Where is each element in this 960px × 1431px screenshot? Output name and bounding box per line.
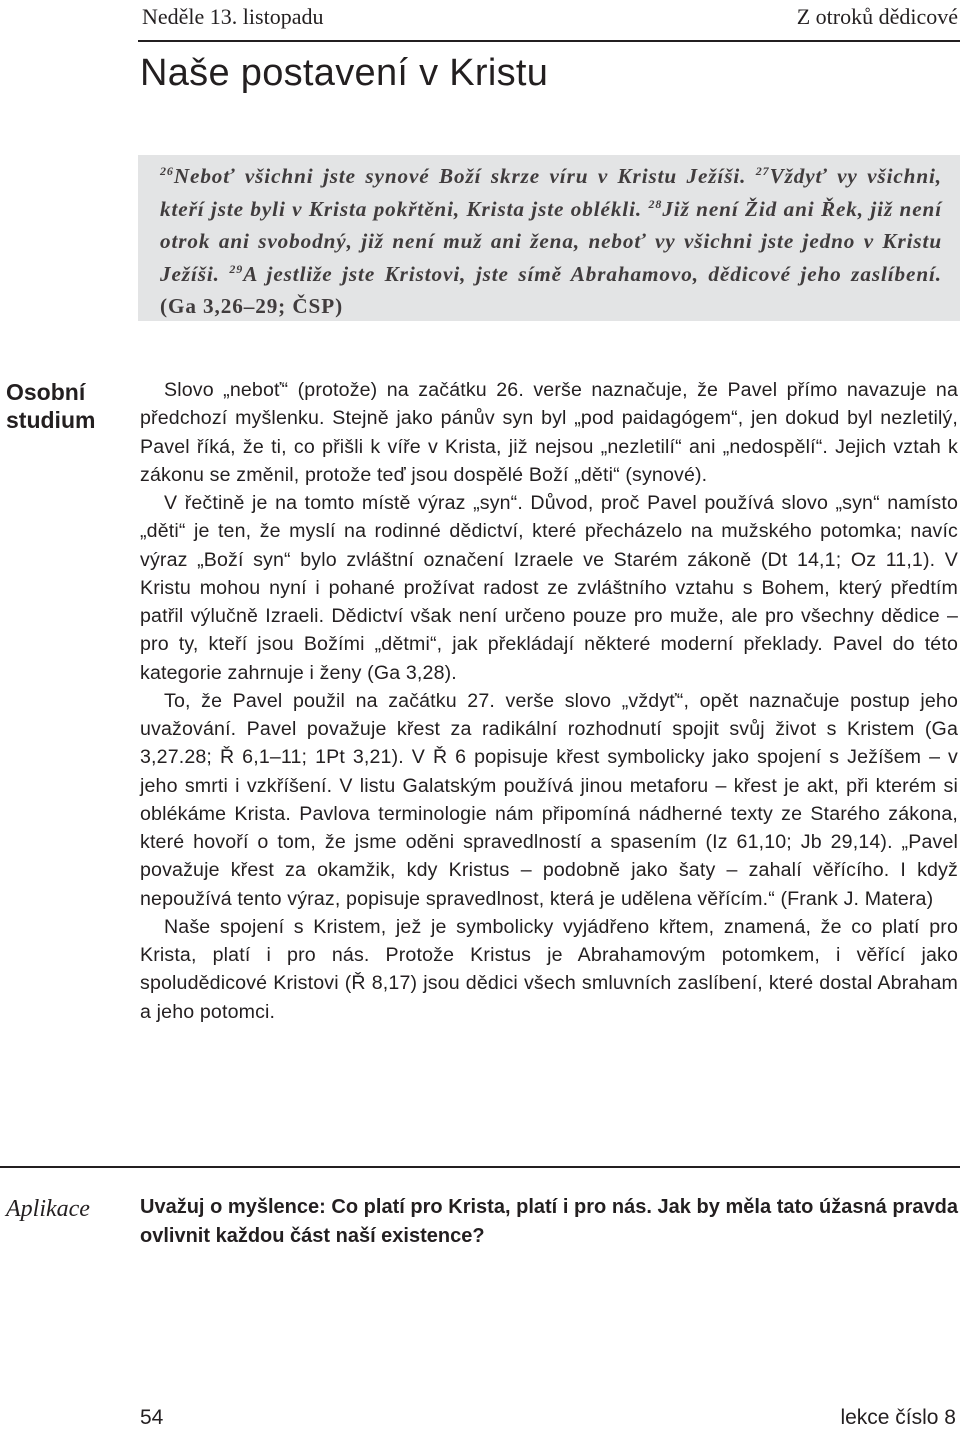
section-divider: [0, 1166, 960, 1168]
verse-number: 28: [648, 196, 663, 211]
header-series-title: Z otroků dědicové: [796, 4, 958, 29]
study-body: [140, 376, 958, 1026]
study-paragraph: Slovo „neboť“ (protože) na začátku 26. verše naznačuje, že Pavel přímo navazuje na předchozí myšlenku. Stejně jako pánův syn byl „pod paidagógem“, jen dokud byl nezletilý, Pavel říká, že ti, co přišli k víře v Krista, již nejsou „nezletilí“ ani „nedospělí“. Jejich vztah k zákonu se změnil, protože teď jsou dospělé Boží „děti“ (synové).: [140, 379, 958, 486]
verse-text: Vždyť vy všichni, kteří jste byli v Krista pokřtěni, Krista jste oblékli.: [160, 164, 943, 221]
lesson-number: lekce číslo 8: [840, 1406, 956, 1429]
verse-text: A jestliže jste Kristovi, jste símě Abrahamovo, dědicové jeho zaslíbení.: [243, 261, 943, 286]
study-paragraph: V řečtině je na tomto místě výraz „syn“. Důvod, proč Pavel používá slovo „syn“ namísto „děti“ je ten, že myslí na rodinné dědictví, které přecházelo na mužského potomka; navíc výraz „Boží syn“ bylo zvláštní označení Izraele ve Starém zákoně (Dt 14,1; Oz 11,1). V Kristu mohou nyní i pohané prožívat radost ze zvláštního vztahu s Bohem, který předtím patřil výlučně Izraeli. Dědictví však není určeno pouze pro muže, ale pro všechny dědice – pro ty, kteří jsou Božími „dětmi“, jak překládají některé moderní překlady. Pavel do této kategorie zahrnuje i ženy (Ga 3,28).: [140, 492, 958, 684]
verse-number: 26: [160, 164, 174, 178]
scripture-passage: [138, 155, 960, 321]
application-label: Aplikace: [6, 1196, 90, 1222]
verse-text: Neboť všichni jste synové Boží skrze víru v Kristu Ježíši.: [173, 164, 756, 188]
verse-number: 29: [229, 261, 244, 276]
study-paragraph: To, že Pavel použil na začátku 27. verše slovo „vždyť“, opět naznačuje postup jeho uvažování. Pavel považuje křest za radikální rozhodnutí spojit svůj život s Kristem (Ga 3,27.28; Ř 6,1–11; 1Pt 3,21). V Ř 6 popisuje křest symbolicky jako spojení s Ježíšem – v jeho smrti i vzkříšení. V listu Galatským používá jinou metaforu – křest je akt, při kterém si oblékáme Krista. Pavlova terminologie nám připomíná nádherné texty ze Starého zákona, které hovoří o tom, že jsme oděni spravedlností a spasením (Iz 61,10; Jb 29,14). „Pavel považuje křest za okamžik, kdy Kristus – podobně jako šaty – zahalí věřícího. I když nepoužívá tento výraz, popisuje spravedlnost, která je udělena věřícím.“ (Frank J. Matera): [140, 689, 958, 910]
page-title: Naše postavení v Kristu: [140, 52, 549, 94]
page-number: 54: [140, 1406, 164, 1429]
study-label-line: studium: [6, 407, 96, 433]
study-section-label: [6, 378, 95, 434]
header-date: Neděle 13. listopadu: [142, 4, 324, 29]
study-label-line: Osobní: [6, 379, 86, 405]
verse-number: 27: [755, 164, 770, 178]
verse-text: Již není Žid ani Řek, již není otrok ani svobodný, již není muž ani žena, neboť vy všichni jste jedno v Kristu Ježíši.: [160, 196, 942, 286]
study-paragraph: Naše spojení s Kristem, jež je symbolicky vyjádřeno křtem, znamená, že co platí pro Krista, platí i pro nás. Protože Kristus je Abrahamovým potomkem, i věřící jako spoludědicové Kristovi (Ř 8,17) jsou dědici všech smluvních zaslíbení, které dostal Abraham a jeho potomci.: [140, 915, 958, 1023]
application-text: Uvažuj o myšlence: Co platí pro Krista, platí i pro nás. Jak by měla tato úžasná pravda ovlivnit každou část naší existence?: [140, 1196, 958, 1247]
scripture-reference: (Ga 3,26–29; ČSP): [160, 294, 344, 318]
page-header: [138, 0, 960, 42]
